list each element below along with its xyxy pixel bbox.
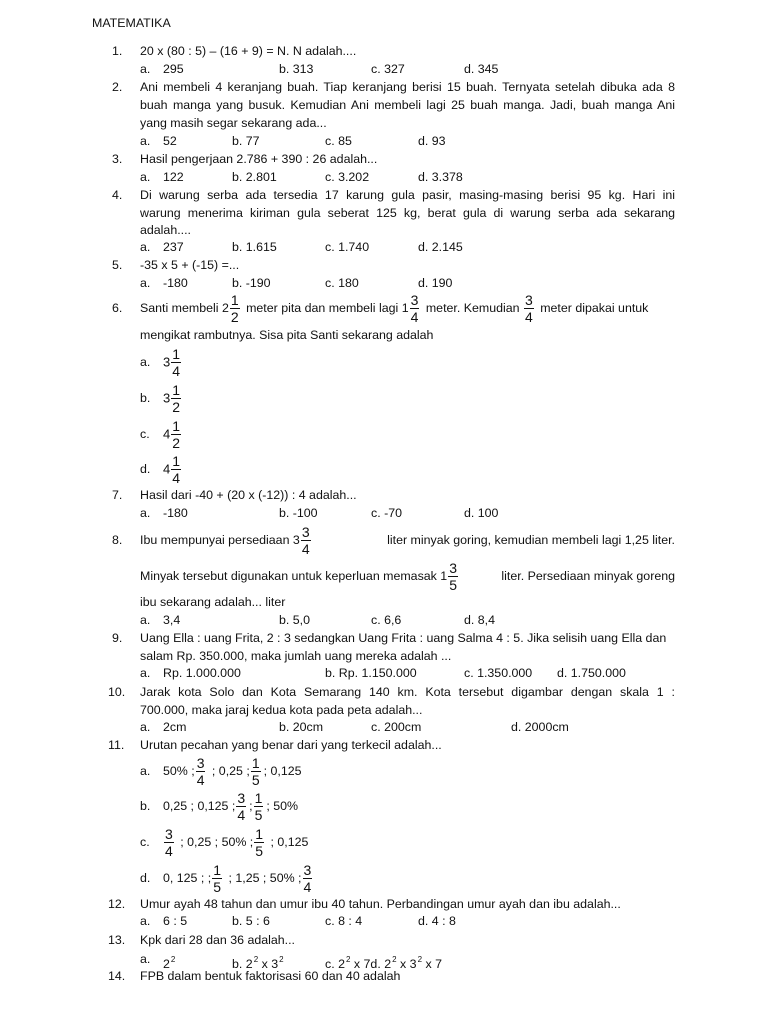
fraction — [410, 293, 420, 324]
base: 2 — [338, 957, 345, 971]
option-label: a. — [140, 764, 151, 778]
option-label: a. — [140, 134, 151, 148]
denominator: 2 — [230, 309, 239, 326]
question-line: buah manga yang busuk. Kemudian Ani membeli lagi 25 buah manga. Jadi, buah manga Ani — [140, 98, 675, 112]
text: ; 0,25 ; — [208, 764, 250, 778]
question-number: 10. — [108, 685, 126, 699]
text: meter pita dan membeli lagi 1 — [242, 301, 409, 315]
question-line: adalah.... — [140, 223, 191, 237]
option-label: a. — [140, 355, 151, 369]
option-c — [163, 825, 308, 859]
text-fragment — [140, 559, 461, 593]
question-text: -35 x 5 + (-15) =... — [140, 258, 240, 272]
question-line: 700.000, maka jaraj kedua kota pada peta adalah... — [140, 703, 423, 717]
denominator: 4 — [524, 309, 533, 326]
fraction — [171, 419, 181, 450]
option-d: d. 4 : 8 — [418, 914, 456, 928]
fraction — [448, 561, 458, 592]
option-d — [163, 861, 315, 895]
option-label: b. — [140, 391, 151, 405]
option-b: b. 1.615 — [232, 240, 277, 254]
question-number: 14. — [108, 969, 126, 983]
denominator: 5 — [251, 772, 260, 789]
question-line — [140, 291, 648, 325]
option-c — [163, 417, 184, 452]
option-c: c. 327 — [371, 62, 405, 76]
page-title: MATEMATIKA — [92, 16, 171, 30]
option-c: c. 85 — [325, 134, 352, 148]
option-c: c. 180 — [325, 276, 359, 290]
numerator: 1 — [172, 382, 181, 399]
option-b: b. 2.801 — [232, 170, 277, 184]
numerator: 1 — [230, 292, 239, 309]
question-text: Hasil dari -40 + (20 x (-12)) : 4 adalah... — [140, 488, 357, 502]
option-c: c. 200cm — [371, 720, 422, 734]
question-number: 9. — [112, 631, 123, 645]
option-a — [163, 754, 302, 788]
question-number: 6. — [112, 301, 123, 315]
option-a: 2cm — [163, 720, 187, 734]
text: ; 0,125 — [263, 764, 302, 778]
option-label: a. — [140, 170, 151, 184]
option-label: c. — [140, 427, 150, 441]
text: ; 50% — [266, 799, 299, 813]
option-b: b. Rp. 1.150.000 — [325, 666, 417, 680]
option-b: b. 5 : 6 — [232, 914, 270, 928]
option-a: -180 — [163, 506, 188, 520]
text: Santi membeli 2 — [140, 301, 229, 315]
fraction — [212, 863, 222, 894]
option-d: d. 1.750.000 — [557, 666, 626, 680]
exponent: 2 — [392, 955, 397, 964]
exponent: 2 — [346, 955, 351, 964]
text: liter minyak goring, kemudian membeli lagi 1,25 liter. — [387, 533, 675, 547]
denominator: 2 — [172, 435, 181, 452]
option-label: a. — [140, 914, 151, 928]
option-d: d. 2.145 — [418, 240, 463, 254]
base: 3 — [409, 957, 417, 971]
option-a — [163, 345, 184, 380]
option-b: b. 5,0 — [279, 613, 311, 627]
exponent: 2 — [170, 955, 176, 964]
question-number: 4. — [112, 188, 123, 202]
fraction — [303, 863, 313, 894]
fraction — [254, 791, 264, 822]
option-label: a. — [140, 952, 151, 966]
question-line: mengikat rambutnya. Sisa pita Santi sekarang adalah — [140, 328, 434, 342]
text: Minyak tersebut digunakan untuk keperluan memasak 1 — [140, 569, 448, 583]
option-c: c. 1.350.000 — [464, 666, 533, 680]
option-a: 237 — [163, 240, 184, 254]
denominator: 5 — [449, 577, 457, 594]
option-c: c. 8 : 4 — [325, 914, 363, 928]
denominator: 4 — [196, 772, 205, 789]
option-label: a. — [140, 613, 151, 627]
option-b — [163, 381, 184, 416]
base: 2 — [384, 957, 392, 971]
text: ; 1,25 ; 50% ; — [225, 871, 302, 885]
fraction — [164, 827, 174, 858]
option-label: d. — [140, 871, 151, 885]
denominator: 4 — [165, 843, 173, 860]
text: 0,25 ; 0,125 ; — [163, 799, 236, 813]
question-text: Hasil pengerjaan 2.786 + 390 : 26 adalah... — [140, 152, 378, 166]
exponent: 2 — [279, 955, 284, 964]
text: x 7 — [422, 957, 442, 971]
fraction — [254, 827, 264, 858]
numerator: 3 — [303, 862, 312, 879]
denominator: 4 — [301, 541, 310, 558]
option-label: a. — [140, 276, 151, 290]
numerator: 1 — [172, 453, 181, 470]
denominator: 4 — [172, 470, 181, 487]
option-label: a. — [140, 506, 151, 520]
option-label: a. — [140, 62, 151, 76]
text: c. — [325, 957, 339, 971]
denominator: 4 — [172, 363, 181, 380]
text: ; 0,25 ; 50% ; — [176, 835, 254, 849]
option-b: b. 313 — [279, 62, 314, 76]
fraction — [171, 347, 181, 378]
option-b — [163, 789, 298, 823]
option-c: c. -70 — [371, 506, 402, 520]
option-a: Rp. 1.000.000 — [163, 666, 241, 680]
text: meter dipakai untuk — [536, 301, 649, 315]
text: Ibu mempunyai persediaan 3 — [140, 533, 300, 547]
option-c: c. 1.740 — [325, 240, 370, 254]
question-number: 11. — [108, 738, 125, 752]
denominator: 5 — [213, 879, 222, 896]
question-line: Di warung serba ada tersedia 17 karung gula pasir, masing-masing berisi 95 kg. Hari ini — [140, 188, 675, 202]
text: meter. Kemudian — [422, 301, 523, 315]
numerator: 3 — [449, 560, 457, 577]
option-b: b. -100 — [279, 506, 318, 520]
question-text: FPB dalam bentuk faktorisasi 60 dan 40 adalah — [140, 969, 401, 983]
denominator: 4 — [237, 807, 246, 824]
numerator: 3 — [524, 292, 533, 309]
question-line: salam Rp. 350.000, maka jumlah uang mereka adalah ... — [140, 649, 452, 663]
question-line: yang masih segar sekarang ada... — [140, 116, 327, 130]
question-number: 3. — [112, 152, 123, 166]
text: 50% ; — [163, 764, 195, 778]
base: 2 — [163, 957, 170, 971]
denominator: 4 — [303, 879, 312, 896]
option-b: b. 77 — [232, 134, 260, 148]
question-line — [140, 559, 675, 593]
text: x 7d. — [350, 957, 385, 971]
question-line: warung menerima kiriman gula seberat 125 kg, berat gula di warung serba ada sekarang — [140, 206, 675, 220]
option-d — [163, 452, 184, 487]
text: x — [258, 957, 272, 971]
numerator: 1 — [254, 790, 263, 807]
option-a: 295 — [163, 62, 184, 76]
option-d: d. 345 — [464, 62, 499, 76]
fraction — [171, 454, 181, 485]
numerator: 3 — [237, 790, 246, 807]
question-text: Umur ayah 48 tahun dan umur ibu 40 tahun. Perbandingan umur ayah dan ibu adalah... — [140, 897, 621, 911]
denominator: 5 — [254, 807, 263, 824]
numerator: 1 — [251, 755, 260, 772]
denominator: 2 — [172, 399, 181, 416]
option-label: a. — [140, 666, 151, 680]
question-number: 1. — [112, 44, 123, 58]
option-a: 122 — [163, 170, 184, 184]
numerator: 1 — [255, 826, 264, 843]
whole-number: 3 — [163, 390, 171, 406]
option-d: d. 100 — [464, 506, 499, 520]
fraction — [251, 756, 261, 787]
option-c: c. 6,6 — [371, 613, 402, 627]
numerator: 3 — [410, 292, 419, 309]
denominator: 5 — [255, 843, 264, 860]
denominator: 4 — [410, 309, 419, 326]
numerator: 3 — [196, 755, 205, 772]
question-number: 2. — [112, 80, 123, 94]
question-number: 5. — [112, 258, 123, 272]
option-a: 3,4 — [163, 613, 181, 627]
question-line — [140, 523, 675, 557]
numerator: 1 — [172, 418, 181, 435]
option-a: -180 — [163, 276, 188, 290]
fraction — [230, 293, 240, 324]
option-d: d. 8,4 — [464, 613, 496, 627]
question-line: ibu sekarang adalah... liter — [140, 595, 286, 609]
question-line: Uang Ella : uang Frita, 2 : 3 sedangkan Uang Frita : uang Salma 4 : 5. Jika selisih uang Ella dan — [140, 631, 667, 645]
fraction — [171, 383, 181, 414]
whole-number: 4 — [163, 461, 171, 477]
option-d: d. 3.378 — [418, 170, 463, 184]
text: b. — [232, 957, 246, 971]
option-c: c. 3.202 — [325, 170, 370, 184]
question-number: 7. — [112, 488, 123, 502]
question-number: 12. — [108, 897, 126, 911]
question-number: 8. — [112, 533, 123, 547]
option-label: a. — [140, 720, 151, 734]
text: ; — [249, 799, 253, 813]
base: 3 — [271, 957, 279, 971]
fraction — [301, 525, 311, 556]
text-fragment — [140, 523, 314, 557]
option-label: a. — [140, 240, 151, 254]
question-text: 20 x (80 : 5) – (16 + 9) = N. N adalah.... — [140, 44, 357, 58]
question-line: Ani membeli 4 keranjang buah. Tiap keranjang berisi 15 buah. Ternyata setelah dibuka ada 8 — [140, 80, 675, 94]
numerator: 1 — [172, 346, 181, 363]
option-d: d. 2000cm — [511, 720, 569, 734]
numerator: 1 — [213, 862, 222, 879]
text: ; 0,125 — [267, 835, 309, 849]
text: liter. Persediaan minyak goreng — [501, 569, 675, 583]
fraction — [524, 293, 534, 324]
option-label: b. — [140, 799, 151, 813]
whole-number: 3 — [163, 354, 171, 370]
fraction — [196, 756, 206, 787]
text: x — [396, 957, 410, 971]
fraction — [236, 791, 246, 822]
option-d: d. 190 — [418, 276, 453, 290]
option-b: b. -190 — [232, 276, 271, 290]
exponent: 2 — [253, 955, 259, 964]
option-d: d. 93 — [418, 134, 446, 148]
question-text: Urutan pecahan yang benar dari yang terkecil adalah... — [140, 738, 442, 752]
option-b: b. 20cm — [279, 720, 324, 734]
numerator: 3 — [301, 524, 310, 541]
option-a: 6 : 5 — [163, 914, 188, 928]
question-number: 13. — [108, 933, 126, 947]
question-text: Kpk dari 28 dan 36 adalah... — [140, 933, 295, 947]
option-a: 52 — [163, 134, 177, 148]
question-line: Jarak kota Solo dan Kota Semarang 140 km. Kota tersebut digambar dengan skala 1 : — [140, 685, 675, 699]
text: 0, 125 ; ; — [163, 871, 212, 885]
whole-number: 4 — [163, 426, 171, 442]
option-label: c. — [140, 835, 150, 849]
base: 2 — [245, 957, 253, 971]
option-label: d. — [140, 462, 151, 476]
numerator: 3 — [165, 826, 173, 843]
exponent: 2 — [417, 955, 423, 964]
